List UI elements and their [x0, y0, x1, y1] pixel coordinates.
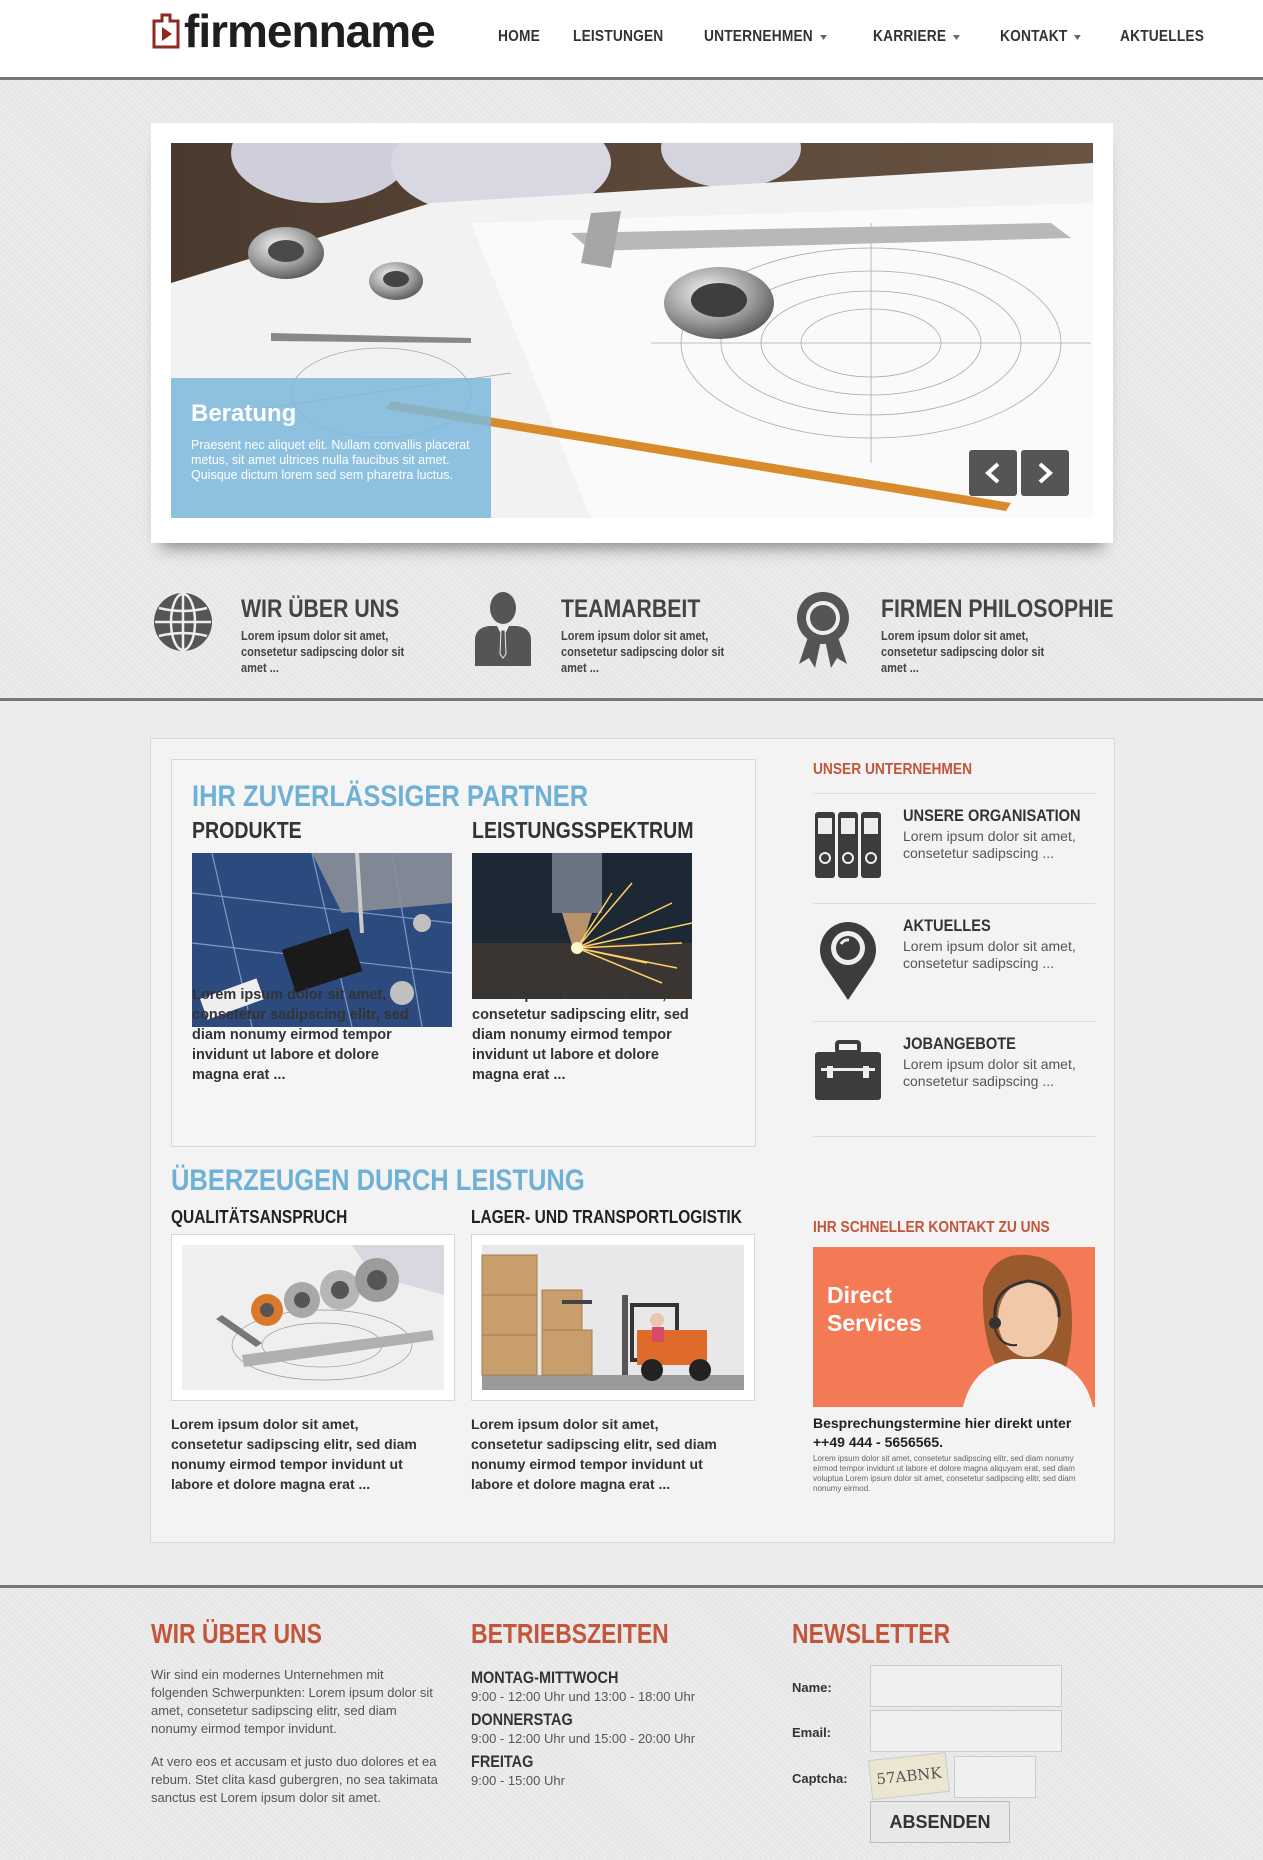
nav-karriere[interactable] [873, 28, 960, 46]
quality-title: QUALITÄTSANSPRUCH [171, 1207, 348, 1227]
nav-label: KONTAKT [999, 28, 1068, 45]
feature-title: TEAMARBEIT [561, 595, 701, 623]
banner-line-2: Services [827, 1310, 922, 1336]
logistics-title: LAGER- UND TRANSPORTLOGISTIK [471, 1207, 742, 1227]
captcha-label: Captcha: [792, 1771, 848, 1786]
banner-line-1: Direct [827, 1282, 893, 1308]
direct-services-banner[interactable] [813, 1247, 1095, 1407]
nav-label: LEISTUNGEN [572, 28, 664, 45]
laser-cutting-photo[interactable] [472, 853, 692, 999]
footer-about-p2: At vero eos et accusam et justo duo dolores et ea rebum. Stet clita kasd gubergren, no sea takimata sanctus est Lorem ipsum dolor sit amet. [151, 1754, 438, 1805]
captcha-field[interactable] [954, 1756, 1036, 1798]
nav-label: UNTERNEHMEN [703, 28, 813, 45]
sidebar-item-aktuelles[interactable] [813, 903, 1095, 1021]
map-pin-icon [813, 916, 883, 996]
sidebar-item-text: Lorem ipsum dolor sit amet, consetetur sadipscing ... [903, 938, 1076, 971]
nav-leistungen[interactable] [573, 28, 663, 46]
logo-text: firmenname [184, 5, 435, 57]
feature-about[interactable] [151, 590, 441, 680]
hours-day: MONTAG-MITTWOCH [471, 1668, 619, 1687]
globe-icon [151, 590, 215, 670]
nav-label: HOME [498, 28, 540, 45]
logo-mark-icon [152, 13, 180, 49]
banner-text [827, 1281, 922, 1337]
nav-label: AKTUELLES [1120, 28, 1205, 45]
logistics-text: Lorem ipsum dolor sit amet, consetetur sadipscing elitr, sed diam nonumy eirmod tempor invidunt ut labore et dolore magna erat ... [471, 1416, 717, 1492]
award-icon [791, 590, 855, 670]
feature-title: FIRMEN PHILOSOPHIE [881, 595, 1114, 623]
footer-newsletter-heading: NEWSLETTER [792, 1618, 951, 1649]
divider [813, 1136, 1095, 1137]
feature-title: WIR ÜBER UNS [241, 595, 400, 623]
slider-prev-button[interactable] [969, 450, 1017, 496]
businessman-icon [471, 590, 535, 670]
hours-day: FREITAG [471, 1752, 534, 1771]
site-footer [0, 1585, 1263, 1860]
slider-next-button[interactable] [1021, 450, 1069, 496]
products-text: Lorem ipsum dolor sit amet, consetetur sadipscing elitr, sed diam nonumy eirmod tempor invidunt ut labore et dolore magna erat ... [192, 987, 409, 1083]
nav-home[interactable] [498, 28, 540, 46]
quality-text: Lorem ipsum dolor sit amet, consetetur sadipscing elitr, sed diam nonumy eirmod tempor invidunt ut labore et dolore magna erat ... [171, 1416, 417, 1492]
products-title: PRODUKTE [192, 817, 302, 843]
phone-number[interactable]: ++49 444 - 5656565. [813, 1434, 944, 1450]
chevron-left-icon [983, 461, 1003, 485]
caption-text: Praesent nec aliquet elit. Nullam convallis placerat metus, sit amet ultrices nulla faucibus sit amet. Quisque dictum lorem sed sem pharetra luctus. [191, 438, 470, 482]
main-content [150, 738, 1115, 1543]
nav-aktuelles[interactable] [1120, 28, 1204, 46]
sidebar-item-text: Lorem ipsum dolor sit amet, consetetur sadipscing ... [903, 1056, 1076, 1089]
logistics-photo-frame[interactable] [471, 1234, 755, 1401]
name-field[interactable] [870, 1665, 1062, 1707]
captcha-image: 57ABNK [868, 1752, 950, 1800]
sidebar-heading: UNSER UNTERNEHMEN [813, 761, 973, 778]
services-text: Lorem ipsum dolor sit amet, consetetur sadipscing elitr, sed diam nonumy eirmod tempor invidunt ut labore et dolore magna erat ... [472, 987, 689, 1083]
sidebar-item-title: JOBANGEBOTE [903, 1034, 1016, 1053]
sidebar-item-organisation[interactable] [813, 793, 1095, 903]
name-label: Name: [792, 1680, 832, 1695]
services-title: LEISTUNGSSPEKTRUM [472, 817, 694, 843]
hours-time: 9:00 - 15:00 Uhr [471, 1773, 565, 1788]
nav-kontakt[interactable] [1000, 28, 1081, 46]
feature-text: Lorem ipsum dolor sit amet, consetetur sadipscing dolor sit amet ... [881, 629, 1045, 675]
bearings-photo [172, 1235, 454, 1400]
caption-title: Beratung [191, 400, 297, 427]
slide-caption [171, 378, 491, 518]
email-label: Email: [792, 1725, 832, 1740]
chevron-down-icon [820, 35, 827, 40]
hours-day: DONNERSTAG [471, 1710, 573, 1729]
forklift-photo [472, 1235, 754, 1400]
footer-about-p1: Wir sind ein modernes Unternehmen mit folgenden Schwerpunkten: Lorem ipsum dolor sit amet, consetetur sadipscing elitr, sed diam nonumy eirmod tempor invidunt. [151, 1667, 433, 1736]
footer-hours-heading: BETRIEBSZEITEN [471, 1618, 669, 1649]
chevron-down-icon [953, 35, 960, 40]
main-nav [498, 28, 1244, 46]
performance-heading: ÜBERZEUGEN DURCH LEISTUNG [171, 1164, 585, 1197]
contact-small-text: Lorem ipsum dolor sit amet, consetetur sadipscing elitr, sed diam nonumy eirmod tempor invidunt ut labore et dolore magna aliquyam erat, sed diam voluptua Lorem ipsum dolor sit amet, consetetur sadipscing elitr, sed diam nonumy eirmod. [813, 1454, 1076, 1493]
logo[interactable] [152, 5, 435, 57]
nav-label: KARRIERE [872, 28, 946, 45]
contact-heading: IHR SCHNELLER KONTAKT ZU UNS [813, 1219, 1050, 1236]
sidebar-item-title: AKTUELLES [903, 916, 991, 935]
hours-list [471, 1668, 761, 1790]
hours-time: 9:00 - 12:00 Uhr und 13:00 - 18:00 Uhr [471, 1689, 696, 1704]
feature-text: Lorem ipsum dolor sit amet, consetetur sadipscing dolor sit amet ... [241, 629, 405, 675]
feature-teamwork[interactable] [471, 590, 761, 680]
footer-about-heading: WIR ÜBER UNS [151, 1618, 322, 1649]
partner-section [171, 759, 756, 1147]
hours-time: 9:00 - 12:00 Uhr und 15:00 - 20:00 Uhr [471, 1731, 696, 1746]
submit-button[interactable]: ABSENDEN [870, 1801, 1010, 1843]
briefcase-icon [813, 1034, 883, 1114]
feature-philosophy[interactable] [791, 590, 1114, 680]
chevron-right-icon [1035, 461, 1055, 485]
sidebar-item-title: UNSERE ORGANISATION [903, 806, 1081, 825]
binders-icon [813, 806, 883, 886]
feature-text: Lorem ipsum dolor sit amet, consetetur sadipscing dolor sit amet ... [561, 629, 725, 675]
quality-photo-frame[interactable] [171, 1234, 455, 1401]
sidebar-item-text: Lorem ipsum dolor sit amet, consetetur sadipscing ... [903, 828, 1076, 861]
image-slider [151, 123, 1113, 543]
email-field[interactable] [870, 1710, 1062, 1752]
nav-unternehmen[interactable] [704, 28, 827, 46]
sidebar-item-jobs[interactable] [813, 1021, 1095, 1136]
chevron-down-icon [1074, 35, 1081, 40]
contact-text: Besprechungstermine hier direkt unter [813, 1415, 1072, 1431]
site-header [0, 0, 1263, 80]
contact-line [813, 1414, 1095, 1452]
support-agent-photo [943, 1247, 1095, 1407]
partner-heading: IHR ZUVERLÄSSIGER PARTNER [192, 780, 589, 813]
